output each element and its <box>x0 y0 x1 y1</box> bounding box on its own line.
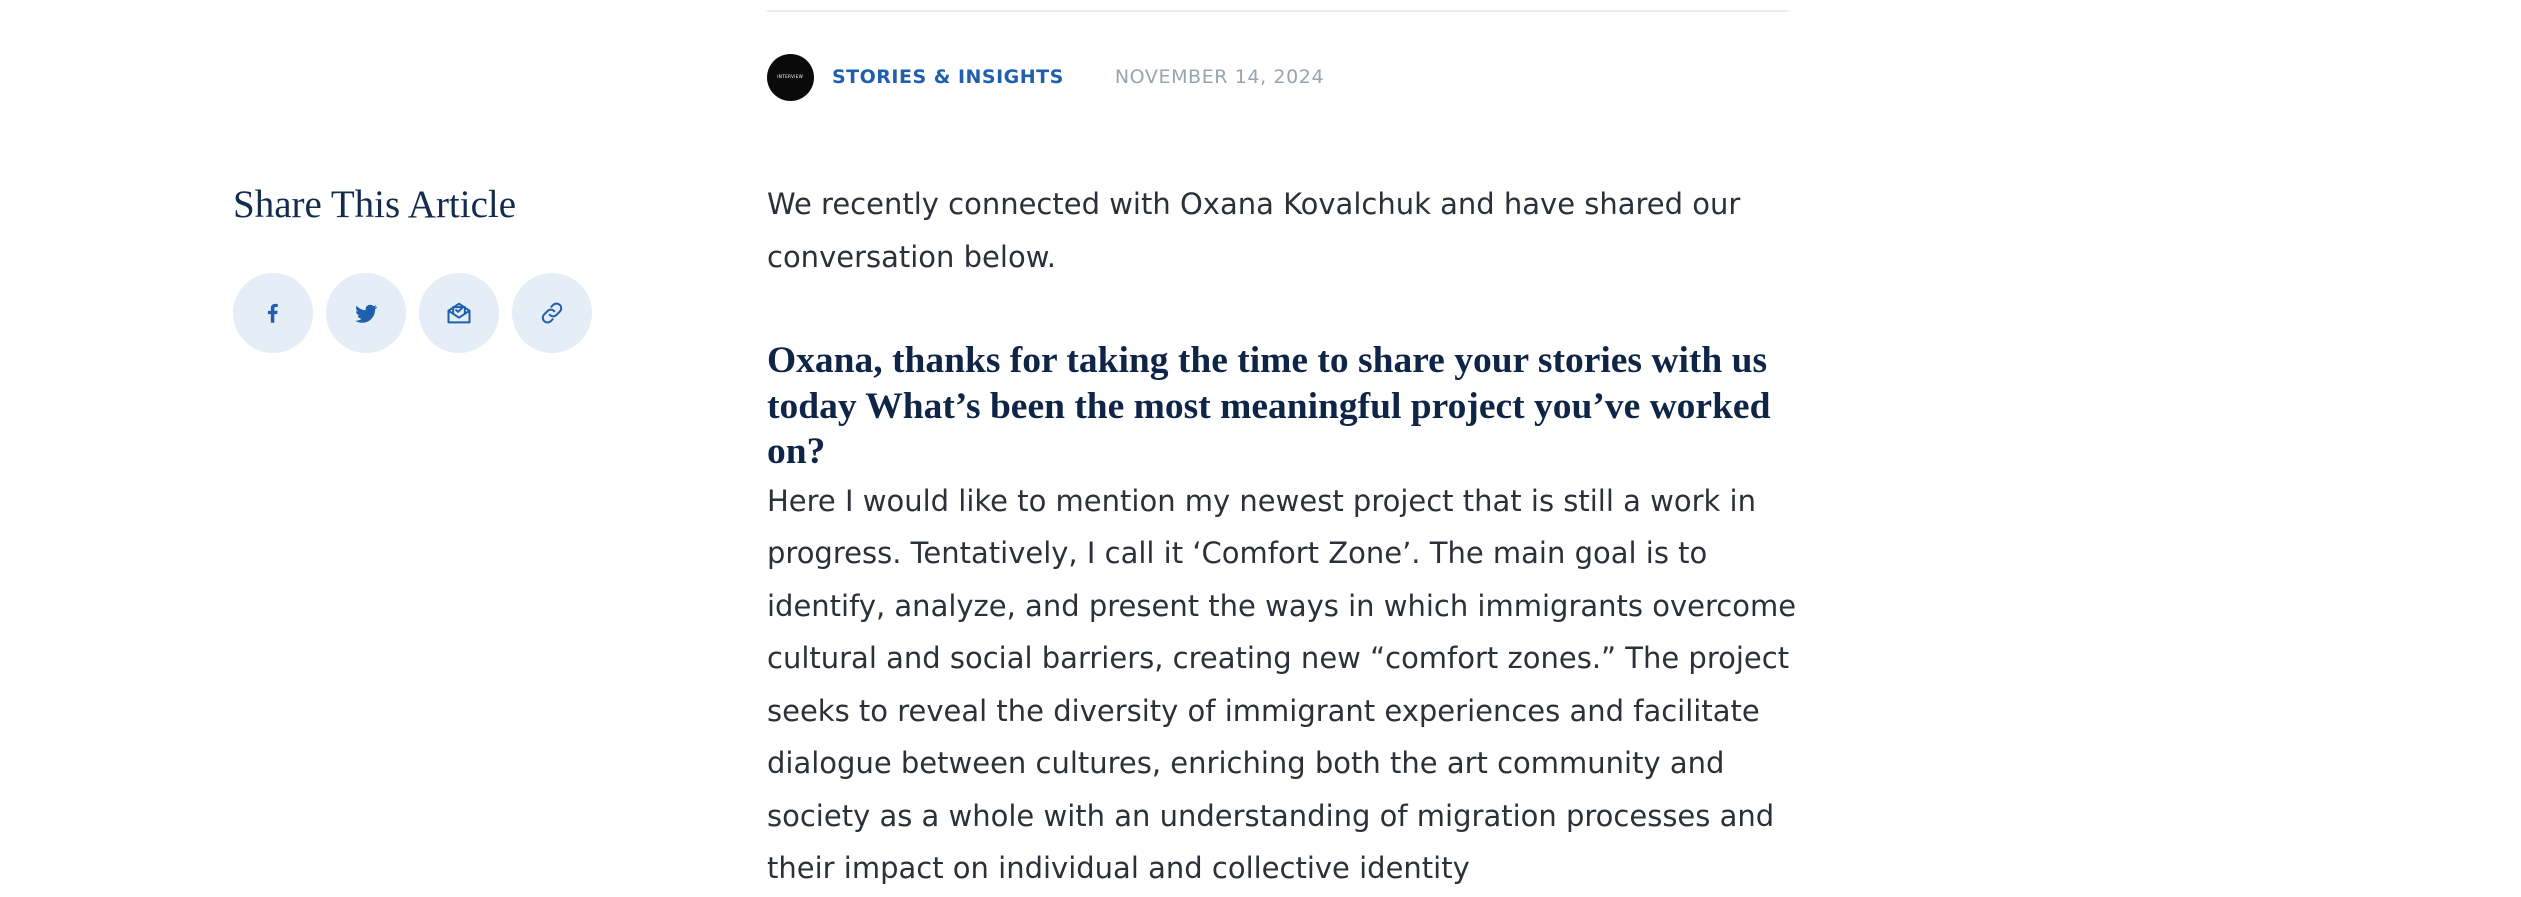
facebook-icon <box>260 300 286 326</box>
copy-link-button[interactable] <box>512 273 592 353</box>
top-divider <box>767 10 1789 12</box>
article-body <box>767 178 1797 895</box>
link-icon <box>538 299 566 327</box>
logo-text: INTERVIEW <box>777 74 804 80</box>
publisher-logo[interactable] <box>767 54 814 101</box>
share-email-button[interactable] <box>419 273 499 353</box>
publish-date: NOVEMBER 14, 2024 <box>1114 66 1325 88</box>
twitter-icon <box>353 300 379 326</box>
category-link[interactable]: STORIES & INSIGHTS <box>832 66 1064 88</box>
share-twitter-button[interactable] <box>326 273 406 353</box>
share-buttons <box>233 273 592 353</box>
email-icon <box>445 299 473 327</box>
article-meta <box>767 53 1324 101</box>
interview-answer: Here I would like to mention my newest project that is still a work in progress. Tentatively, I call it ‘Comfort Zone’. The main goal is to identify, analyze, and present the ways in which immigrants overcome cultural and social barriers, creating new “comfort zones.” The project seeks to reveal the diversity of immigrant experiences and facilitate dialogue between cultures, enriching both the art community and society as a whole with an understanding of migration processes and their impact on individual and collective identity <box>767 483 1797 885</box>
interview-question: Oxana, thanks for taking the time to share your stories with us today What’s been the most meaningful project you’ve worked on? <box>767 340 1771 472</box>
share-title: Share This Article <box>233 183 517 226</box>
article-intro: We recently connected with Oxana Kovalchuk and have shared our conversation below. <box>767 187 1741 274</box>
share-facebook-button[interactable] <box>233 273 313 353</box>
